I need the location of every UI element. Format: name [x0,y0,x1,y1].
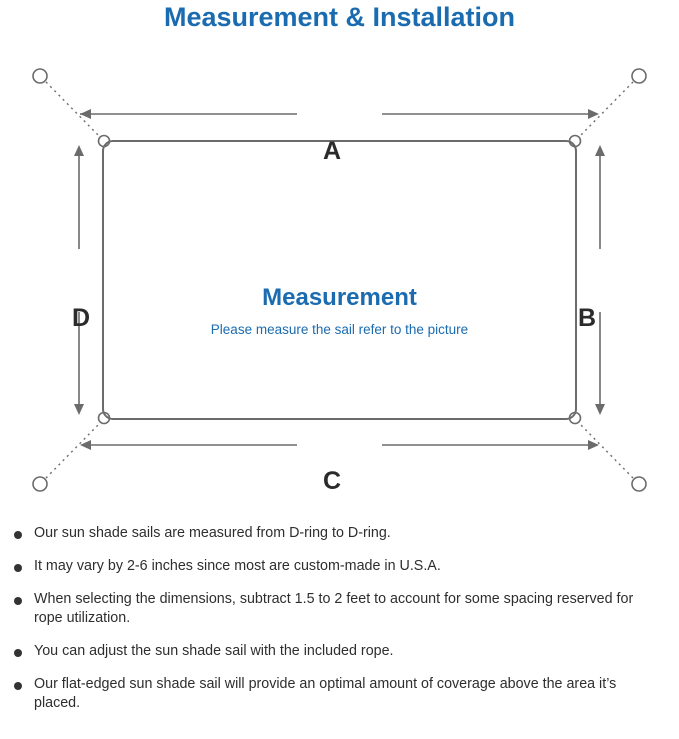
bullet-icon [14,564,22,572]
dimension-label-d: D [72,304,91,332]
note-text: It may vary by 2-6 inches since most are custom-made in U.S.A. [34,558,441,574]
anchor-point-bottom-left [33,477,47,491]
rope-bottom-right [580,424,633,478]
arrowhead-d-bottom [74,404,84,415]
bullet-icon [14,597,22,605]
bullet-icon [14,531,22,539]
rope-top-left [46,82,99,136]
arrowhead-b-bottom [595,404,605,415]
list-item [0,642,679,661]
measurement-diagram [0,44,679,514]
anchor-point-bottom-right [632,477,646,491]
sail-shape [103,141,576,419]
list-item [0,557,679,576]
diagram-svg [0,44,679,514]
list-item [0,675,679,713]
note-text: Our flat-edged sun shade sail will provide an optimal amount of coverage above the area it’s placed. [34,676,617,711]
note-text: Our sun shade sails are measured from D-ring to D-ring. [34,525,391,541]
arrowhead-c-left [80,440,91,450]
dimension-label-a: A [323,137,342,165]
note-text: You can adjust the sun shade sail with the included rope. [34,643,394,659]
rope-top-right [580,82,633,136]
arrowhead-a-right [588,109,599,119]
arrowhead-d-top [74,145,84,156]
arrowhead-b-top [595,145,605,156]
anchor-point-top-left [33,69,47,83]
bullet-icon [14,682,22,690]
bullet-icon [14,649,22,657]
note-text: When selecting the dimensions, subtract 1.5 to 2 feet to account for some spacing reserved for rope utilization. [34,591,634,626]
notes-list [0,524,679,727]
list-item [0,524,679,543]
anchor-point-top-right [632,69,646,83]
page-title: Measurement & Installation [163,2,516,32]
dimension-label-c: C [323,467,342,495]
diagram-center-heading: Measurement [262,284,417,311]
list-item [0,590,679,628]
arrowhead-c-right [588,440,599,450]
rope-bottom-left [46,424,99,478]
arrowhead-a-left [80,109,91,119]
dimension-label-b: B [578,304,597,332]
diagram-center-subtext: Please measure the sail refer to the picture [210,322,469,337]
